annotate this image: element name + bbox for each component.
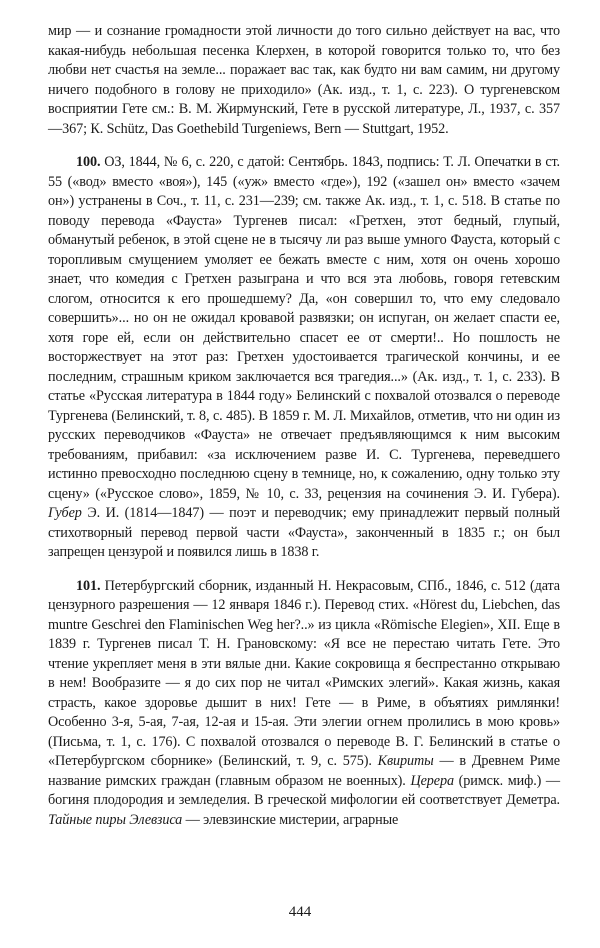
note-100-italic-name: Губер (48, 505, 82, 521)
note-101-term-ceres: Церера (410, 772, 454, 789)
note-101-text-b: — в Древнем Риме название римских граждан (главным образом не военных). (48, 753, 560, 789)
spacer (48, 563, 560, 577)
note-100-number: 100. (76, 154, 101, 170)
note-100-text-b: Э. И. (1814—1847) — поэт и переводчик; ему принадлежит первый полный стихотворный перевод первой части «Фауста», законченный в 1835 г.; он был запрещен цензурой и появился лишь в 1838 г. (48, 505, 560, 560)
note-100 (48, 153, 560, 563)
note-100-text-a: ОЗ, 1844, № 6, с. 220, с датой: Сентябрь. 1843, подпись: Т. Л. Опечатки в ст. 55 («вод» вместо «воя»), 145 («уж» вместо «где»), 192 («зашел он» вместо «зачем он») устранены в Соч., т. 11, с. 231—239; см. также Ак. изд., т. 1, с. 518. В статье по поводу перевода «Фауста» Тургенев писал: «Гретхен, этот бедный, глупый, обманутый ребенок, в этой сцене не в тысячу ли раз выше умного Фауста, который с торопливым смущением умоляет ее бежать вместе с ним, хотя он очень хорошо знает, что комедия с Гретхен разыграна и что вся эта любовь, говоря гетевским слогом, относится к его прошедшему? Да, «он совершил то, что ему следовало совершить»... но он не ожидал кровавой развязки; он испуган, он желает спасти ее, хотя горе ей, если он действительно спасет ее от смерти!.. Но пошлость не восторжествует на этот раз: Гретхен удостоивается трагической кончины, и ее последним, страшным криком заключается вся трагедия...» (Ак. изд., т. 1, с. 233). В статье «Русская литература в 1844 году» Белинский с похвалой отозвался о переводе Тургенева (Белинский, т. 8, с. 485). В 1859 г. М. Л. Михайлов, отметив, что ни один из русских переводчиков «Фауста» не отвечает предъявляющимся к ним высоким требованиям, прибавил: «за исключением разве И. С. Тургенева, переведшего истинно превосходно последнюю сцену в темнице, но, к сожалению, одну только эту сцену» («Русское слово», 1859, № 10, с. 33, рецензия на сочинения Э. И. Губера). (48, 154, 561, 502)
note-101 (48, 577, 560, 831)
note-101-text-a: Петербургский сборник, изданный Н. Некрасовым, СПб., 1846, с. 512 (дата цензурного разрешения — 12 января 1846 г.). Перевод стих. «Hörest du, Liebchen, das muntre Geschrei den Flaminischen Weg her?..» из цикла «Römische Elegien», XII. Еще в 1839 г. Тургенев писал Т. Н. Грановскому: «Я все не перестаю читать Гете. Это чтение укрепляет меня в эти вялые дни. Какие сокровища я беспрестанно открываю в нем! Вообразите — я до сих пор не читал «Римских элегий». Какая жизнь, какая страсть, какое здоровье дышит в них! Гете — в Риме, в объятиях римлянки! Особенно 3-я, 5-ая, 7-ая, 12-ая и 15-ая. Эти элегии огнем пролились в мою кровь» (Письма, т. 1, с. 176). С похвалой отозвался о переводе В. Г. Белинский в статье о «Петербургском сборнике» (Белинский, т. 9, с. 575). (48, 577, 560, 769)
note-101-number: 101. (76, 577, 101, 594)
spacer (48, 139, 560, 153)
note-101-text-d: — элевзинские мистерии, аграрные (185, 811, 399, 828)
note-101-text-c: (римск. миф.) — богиня плодородия и земледелия. В греческой мифологии ей соответствует Деметра. (48, 772, 561, 808)
page-number: 444 (288, 904, 312, 920)
continuation-paragraph: мир — и сознание громадности этой личности до того сильно действует на вас, что какая-нибудь небольшая песенка Клерхен, в которой говорится только то, что без любви нет счастья на земле... поражает вас так, как будто ни вам самим, ни другому ничего подобного в голову не приходило» (Ак. изд., т. 1, с. 223). О тургеневском восприятии Гете см.: В. М. Жирмунский, Гете в русской литературе, Л., 1937, с. 357—367; К. Schütz, Das Goethebild Turgeniews, Bern — Stuttgart, 1952. (48, 23, 560, 137)
note-101-term-quirites: Квириты (377, 753, 434, 769)
note-101-term-eleusis: Тайные пиры Элевзиса (48, 811, 183, 828)
